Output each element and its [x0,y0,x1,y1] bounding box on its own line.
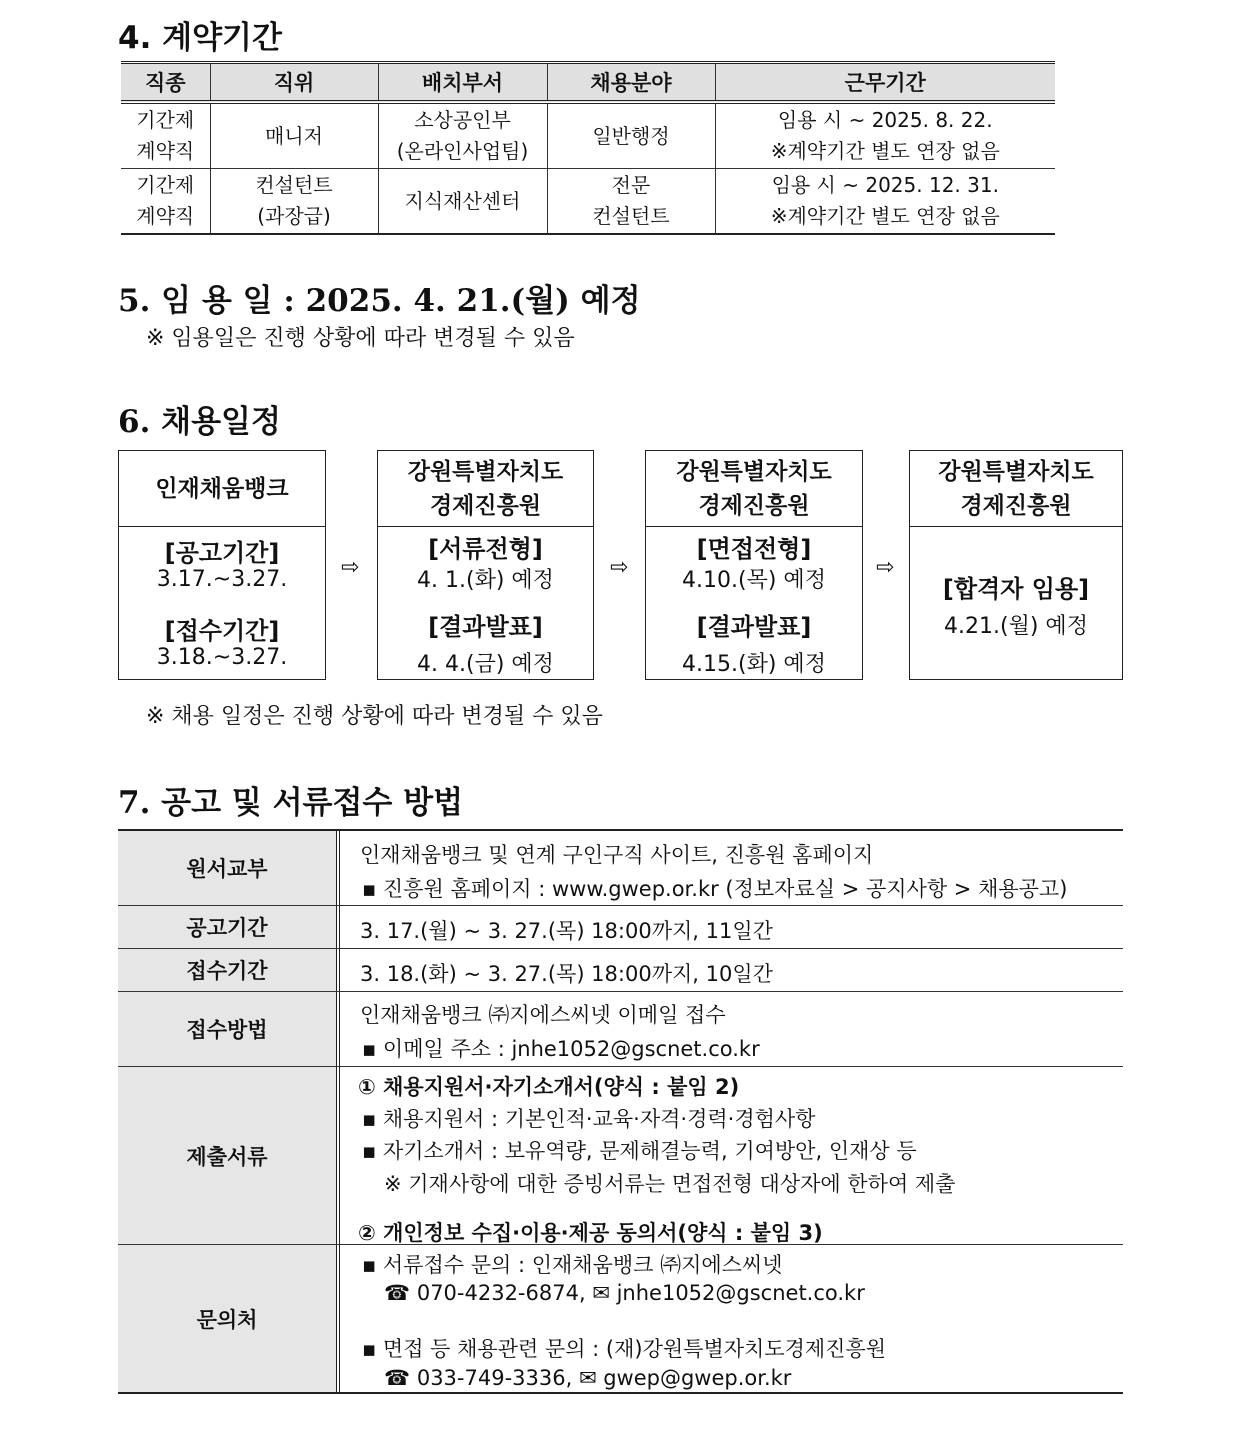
row-label: 원서교부 [118,831,336,905]
cell-line: ※계약기간 별도 연장 없음 [770,204,1000,228]
table-cell [715,169,1055,235]
cell-line: (온라인사업팀) [396,139,529,163]
head-line: 강원특별자치도 [938,458,1094,485]
row-text: ① 채용지원서·자기소개서(양식 : 붙임 2) [358,1075,740,1099]
cell-line: 계약직 [136,204,195,228]
cell-line: 소상공인부 [414,108,511,132]
column-header: 직위 [210,63,378,103]
schedule-step-date: 3.18.~3.27. [156,645,288,670]
row-text: 3. 18.(화) ~ 3. 27.(목) 18:00까지, 10일간 [360,962,773,986]
schedule-box-head [119,451,325,527]
arrow-right-icon: ⇨ [610,555,629,580]
schedule-box-head [378,451,593,527]
table-cell [210,102,378,169]
head-line: 인재채움뱅크 [155,475,289,502]
cell-line: 임용 시 ~ 2025. 8. 22. [777,108,993,132]
schedule-step-label: [면접전형] [696,535,812,563]
table-cell [547,169,715,235]
schedule-note: ※ 채용 일정은 진행 상황에 따라 변경될 수 있음 [146,704,603,729]
section-7-title: 7. 공고 및 서류접수 방법 [118,785,464,821]
schedule-step-label: [접수기간] [164,617,280,645]
schedule-step-date: 4. 1.(화) 예정 [417,568,554,593]
contract-period-table [121,61,1055,235]
schedule-box-appointment [909,450,1123,680]
table-header-row [121,63,1055,103]
cell-line: 기간제 [136,173,195,197]
schedule-step-date: 4.21.(월) 예정 [944,614,1088,639]
cell-line: 계약직 [136,139,195,163]
appointment-date-label: 5. 임 용 일 [118,283,273,319]
schedule-step-date: 3.17.~3.27. [156,567,288,592]
column-divider [336,831,340,905]
appointment-date-value: : 2025. 4. 21.(월) 예정 [272,283,641,319]
head-line: 강원특별자치도 [407,458,564,485]
table-bottom-rule [118,1392,1123,1394]
table-cell [121,102,210,169]
schedule-step-label: [서류전형] [428,535,543,563]
table-row [121,102,1055,169]
table-row [118,991,1123,1066]
column-divider [336,949,340,991]
section-5-title [118,275,641,320]
row-text: ☎ 070-4232-6874, ✉ jnhe1052@gscnet.co.kr [384,1281,865,1305]
column-divider [336,906,340,948]
table-cell [547,102,715,169]
table-row [118,948,1123,991]
section-4-title: 4. 계약기간 [118,20,282,56]
schedule-box-head [646,451,862,527]
row-text: ② 개인정보 수집·이용·제공 동의서(양식 : 붙임 3) [358,1221,823,1245]
head-line: 경제진흥원 [960,492,1072,519]
column-divider [336,992,340,1066]
appointment-note: ※ 임용일은 진행 상황에 따라 변경될 수 있음 [146,326,575,351]
cell-line: 컨설턴트 [255,173,333,197]
row-text: ▪ 자기소개서 : 보유역량, 문제해결능력, 기여방안, 인재상 등 [362,1139,917,1163]
cell-line: 지식재산센터 [404,188,521,213]
column-header: 직종 [121,63,210,103]
row-text: ▪ 서류접수 문의 : 인재채움뱅크 ㈜지에스씨넷 [362,1253,783,1277]
schedule-step-date: 4. 4.(금) 예정 [417,652,554,677]
row-label: 문의처 [118,1245,336,1392]
schedule-box-bank [118,450,326,680]
row-label: 제출서류 [118,1067,336,1244]
cell-line: 임용 시 ~ 2025. 12. 31. [771,173,999,197]
row-text: 인재채움뱅크 ㈜지에스씨넷 이메일 접수 [360,1003,726,1027]
schedule-step-date: 4.15.(화) 예정 [682,652,826,677]
table-row [118,1066,1123,1244]
cell-line: 컨설턴트 [592,204,670,228]
schedule-step-label: [공고기간] [164,539,280,567]
schedule-box-document [377,450,594,680]
row-text: ▪ 면접 등 채용관련 문의 : (재)강원특별자치도경제진흥원 [362,1337,887,1361]
application-method-table [118,829,1123,1394]
schedule-box-body [910,527,1122,680]
cell-line: 일반행정 [592,123,670,148]
cell-line: (과장급) [257,204,331,228]
row-label: 접수기간 [118,949,336,991]
table-row [118,905,1123,948]
cell-line: ※계약기간 별도 연장 없음 [770,139,1000,163]
head-line: 강원특별자치도 [676,458,832,485]
table-cell [378,169,547,235]
cell-line: 매니저 [265,123,323,148]
row-text: 인재채움뱅크 및 연계 구인구직 사이트, 진흥원 홈페이지 [360,843,874,867]
schedule-step-label: [결과발표] [428,613,543,641]
row-label: 접수방법 [118,992,336,1066]
table-cell [378,102,547,169]
column-divider [336,1245,340,1392]
schedule-box-body [119,527,325,680]
row-text: ☎ 033-749-3336, ✉ gwep@gwep.or.kr [384,1366,792,1390]
head-line: 경제진흥원 [429,492,542,519]
column-header: 배치부서 [378,63,547,103]
row-label: 공고기간 [118,906,336,948]
schedule-box-interview [645,450,863,680]
table-cell [121,169,210,235]
section-6-title: 6. 채용일정 [118,404,281,440]
schedule-step-date: 4.10.(목) 예정 [682,568,826,593]
schedule-box-body [378,527,593,680]
schedule-box-body [646,527,862,680]
table-row [121,169,1055,235]
schedule-step-label: [합격자 임용] [942,575,1090,603]
column-header: 근무기간 [715,63,1055,103]
column-header: 채용분야 [547,63,715,103]
row-text: ※ 기재사항에 대한 증빙서류는 면접전형 대상자에 한하여 제출 [384,1172,956,1196]
cell-line: 전문 [611,173,651,197]
arrow-right-icon: ⇨ [341,555,360,580]
table-row [118,1244,1123,1392]
row-text: ▪ 채용지원서 : 기본인적·교육·자격·경력·경험사항 [362,1107,816,1131]
cell-line: 기간제 [136,108,195,132]
arrow-right-icon: ⇨ [876,555,895,580]
row-text: ▪ 진흥원 홈페이지 : www.gwep.or.kr (정보자료실 > 공지사항 > 채용공고) [362,877,1068,901]
table-cell [210,169,378,235]
row-text: ▪ 이메일 주소 : jnhe1052@gscnet.co.kr [362,1037,760,1061]
column-divider [336,1067,340,1244]
table-cell [715,102,1055,169]
table-row [118,829,1123,905]
head-line: 경제진흥원 [698,492,810,519]
schedule-step-label: [결과발표] [696,613,812,641]
row-text: 3. 17.(월) ~ 3. 27.(목) 18:00까지, 11일간 [360,919,773,943]
schedule-box-head [910,451,1122,527]
